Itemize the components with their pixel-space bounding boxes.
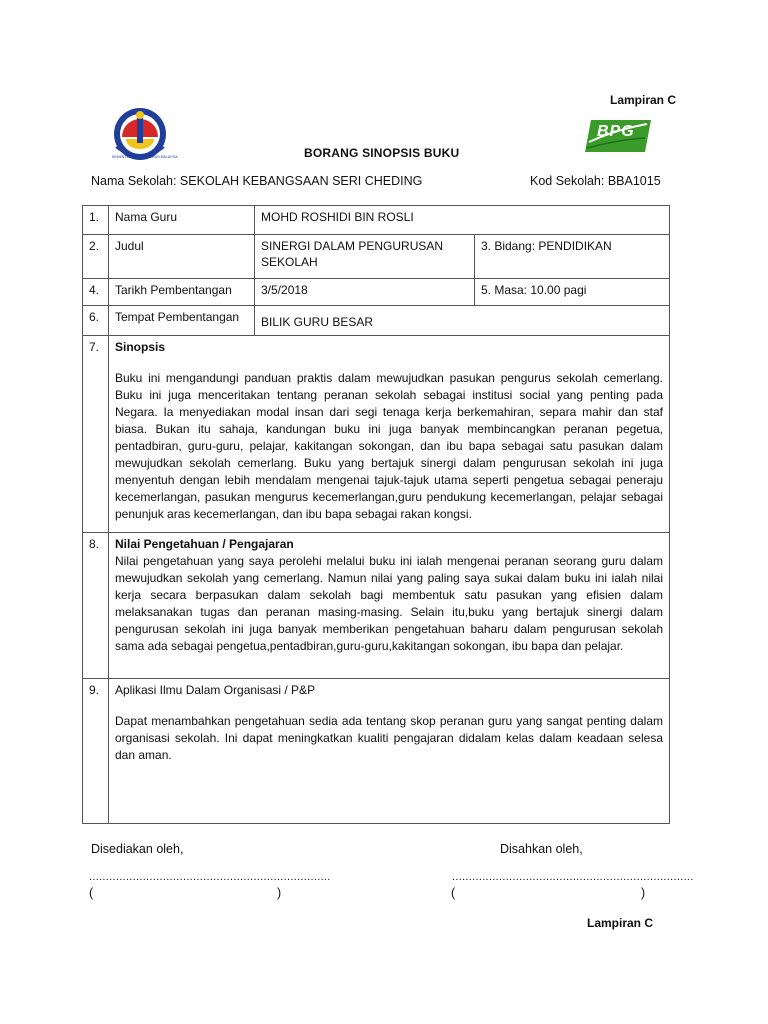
row-tarikh <box>83 279 670 306</box>
lampiran-bottom: Lampiran C <box>587 916 654 930</box>
row-number: 9. <box>83 679 109 824</box>
teacher-name-value: MOHD ROSHIDI BIN ROSLI <box>255 206 670 235</box>
section-heading: Sinopsis <box>115 340 166 354</box>
synopsis-form-table <box>82 205 670 824</box>
synopsis-cell <box>109 336 670 533</box>
field-value: 3. Bidang: PENDIDIKAN <box>475 235 670 279</box>
row-number: 4. <box>83 279 109 306</box>
lampiran-top: Lampiran C <box>610 93 677 107</box>
time-value: 5. Masa: 10.00 pagi <box>475 279 670 306</box>
section-heading: Nilai Pengetahuan / Pengajaran <box>115 537 294 551</box>
row-tempat <box>83 306 670 336</box>
venue-value: BILIK GURU BESAR <box>255 306 670 336</box>
kpm-logo <box>110 105 176 165</box>
bpg-logo <box>585 118 653 154</box>
school-code: Kod Sekolah: BBA1015 <box>530 174 661 188</box>
row-nilai <box>83 533 670 679</box>
row-number: 6. <box>83 306 109 336</box>
prepared-by-label: Disediakan oleh, <box>91 842 184 856</box>
prepared-paren-close: ) <box>277 886 282 900</box>
synopsis-text: Buku ini mengandungi panduan praktis dalam mewujudkan pasukan pengurus sekolah cemerlang. Buku ini juga menceritakan tentang peranan sekolah sebagai institusi social yang penting pada Negara. Ia menyediakan modal insan dari segi tenaga kerja berkemahiran, separa mahir dan staf biasa. Bukan itu sahaja, kandungan buku ini juga banyak membincangkan peranan pegetua, pentadbiran, guru-guru, pelajar, kakitangan sokongan, dan ibu bapa sebagai satu pasukan dalam mewujudkan sekolah cemerlang. Buku yang bertajuk sinergi dalam pengurusan sekolah ini juga menyentuh dengan lebih mendalam mengenai tajuk-tajuk utama seperti pengetua sebagai peneraju kecemerlangan, pasukan mengurus kecemerlangan,guru pendukung kecemerlangan, pelajar sebagai penunjuk aras kecemerlangan, dan ibu bapa sebagai rakan kongsi. <box>115 370 663 521</box>
row-sinopsis <box>83 336 670 533</box>
section-heading: Aplikasi Ilmu Dalam Organisasi / P&P <box>115 683 316 697</box>
bpg-logo-text: BPG <box>597 123 635 140</box>
values-cell <box>109 533 670 679</box>
row-label: Nama Guru <box>109 206 255 235</box>
approved-signature-line: ........................................................................ <box>452 871 694 883</box>
prepared-signature-line: ........................................................................ <box>89 871 331 883</box>
row-number: 2. <box>83 235 109 279</box>
row-nama-guru <box>83 206 670 235</box>
row-label: Tarikh Pembentangan <box>109 279 255 306</box>
row-number: 1. <box>83 206 109 235</box>
school-name: Nama Sekolah: SEKOLAH KEBANGSAAN SERI CHEDING <box>91 174 423 188</box>
row-judul <box>83 235 670 279</box>
approved-paren-open: ( <box>451 886 456 900</box>
kpm-logo-text: KEMENTERIAN PENDIDIKAN MALAYSIA <box>112 155 178 159</box>
row-aplikasi <box>83 679 670 824</box>
approved-by-label: Disahkan oleh, <box>500 842 583 856</box>
row-label: Tempat Pembentangan <box>109 306 255 336</box>
row-number: 7. <box>83 336 109 533</box>
book-title-value: SINERGI DALAM PENGURUSAN SEKOLAH <box>255 235 475 279</box>
row-number: 8. <box>83 533 109 679</box>
form-title: BORANG SINOPSIS BUKU <box>304 146 460 160</box>
application-text: Dapat menambahkan pengetahuan sedia ada tentang skop peranan guru yang sangat penting dalam organisasi sekolah. Ini dapat meningkatkan kualiti pengajaran didalam kelas dalam keadaan selesa dan aman. <box>115 713 663 762</box>
application-cell <box>109 679 670 824</box>
approved-paren-close: ) <box>641 886 646 900</box>
row-label: Judul <box>109 235 255 279</box>
values-text: Nilai pengetahuan yang saya perolehi melalui buku ini ialah mengenai peranan seorang guru dalam mewujudkan sekolah yang cemerlang. Namun nilai yang paling saya sukai dalam buku ini ialah nilai kerja secara berpasukan dalam sekolah bagi membentuk satu pasukan yang efisien dalam melaksanakan tugas dan peranan masing-masing. Selain itu,buku yang bertajuk sinergi dalam pengurusan sekolah ini juga banyak memberikan pengetahuan baharu dalam pengurusan sekolah sama ada sebagai pengetua,pentadbiran,guru-guru,kakitangan sokongan, ibu bapa dan pelajar. <box>115 553 663 653</box>
date-value: 3/5/2018 <box>255 279 475 306</box>
prepared-paren-open: ( <box>89 886 94 900</box>
